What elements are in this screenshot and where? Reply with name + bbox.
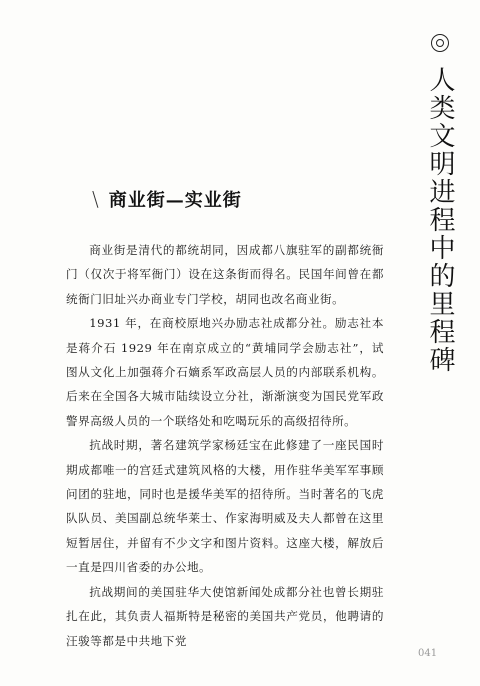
paragraph: 商业街是清代的都统胡同，因成都八旗驻军的副都统衙门（仅次于将军衙门）设在这条街而得名。民国年间曾在都统衙门旧址兴办商业专门学校，胡同也改名商业街。 <box>66 243 384 306</box>
paragraph: 抗战期间的美国驻华大使馆新闻处成都分社也曾长期驻扎在此，其负责人福斯特是秘密的美国共产党员，他聘请的汪骏等都是中共地下党 <box>66 584 384 648</box>
circle-marker-icon <box>431 34 449 52</box>
chapter-title: 人类文明进程中的里程碑 <box>425 66 455 374</box>
section-title: 商业街—实业街 <box>108 190 242 211</box>
paragraph: 1931 年，在商校原地兴办励志社成都分社。励志社本是蒋介石 1929 年在南京成立的“黄埔同学会励志社”，试图从文化上加强蒋介石嫡系军政高层人员的内部联系机构。后来在全国各大城市陆续设立分社，渐渐演变为国民党军政警界高级人员的一个联络处和吃喝玩乐的高级招待所。 <box>66 316 384 428</box>
section-heading <box>92 186 242 212</box>
chapter-title-block <box>420 34 460 374</box>
heading-slash-icon: \ <box>92 187 99 211</box>
paragraph: 抗战时期，著名建筑学家杨廷宝在此修建了一座民国时期成都唯一的宫廷式建筑风格的大楼，用作驻华美军军事顾问团的驻地，同时也是援华美军的招待所。当时著名的飞虎队队员、美国副总统华莱士、作家海明威及夫人都曾在这里短暂居住，并留有不少文字和图片资料。这座大楼，解放后一直是四川省委的办公地。 <box>66 438 384 575</box>
body-text <box>66 238 384 653</box>
page-number: 041 <box>418 648 438 659</box>
